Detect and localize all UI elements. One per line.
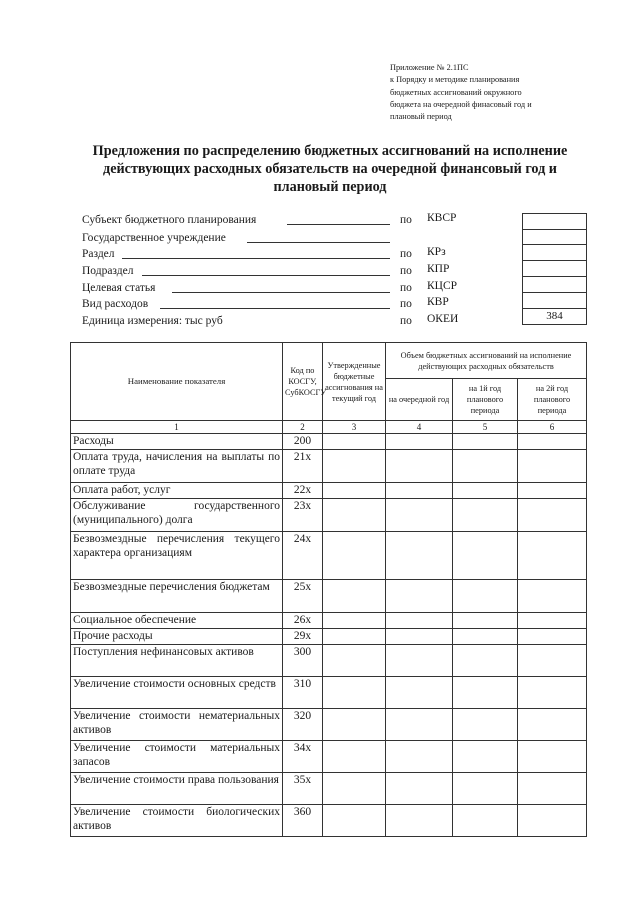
column-number: 2 (283, 421, 323, 434)
row-code: 21х (283, 449, 323, 482)
value-cell[interactable] (518, 804, 587, 836)
value-cell[interactable] (386, 449, 453, 482)
po-label: по (400, 265, 412, 277)
header-plan-1: на 1й год планового периода (453, 379, 518, 421)
value-cell[interactable] (323, 482, 386, 498)
meta-label: Подраздел (82, 265, 134, 277)
column-number: 4 (386, 421, 453, 434)
code-label: КЦСР (427, 280, 458, 292)
row-code: 22х (283, 482, 323, 498)
value-cell[interactable] (453, 644, 518, 676)
table-row (71, 531, 587, 579)
meta-input-line[interactable] (172, 280, 390, 293)
code-box-kvr[interactable] (522, 293, 587, 309)
value-cell[interactable] (323, 740, 386, 772)
row-name: Увеличение стоимости права пользования (71, 772, 283, 804)
appendix-line: к Порядку и методике планирования (390, 75, 520, 85)
value-cell[interactable] (518, 740, 587, 772)
code-label: ОКЕИ (427, 313, 459, 325)
meta-input-line[interactable] (142, 263, 390, 276)
row-name: Обслуживание государственного (муниципального) долга (71, 498, 283, 531)
value-cell[interactable] (386, 612, 453, 628)
meta-label: Целевая статья (82, 282, 156, 294)
value-cell[interactable] (518, 498, 587, 531)
meta-input-line[interactable] (122, 246, 390, 259)
table-row (71, 498, 587, 531)
value-cell[interactable] (453, 804, 518, 836)
value-cell[interactable] (453, 612, 518, 628)
code-box-institution[interactable] (522, 229, 587, 245)
row-name: Увеличение стоимости нематериальных активов (71, 708, 283, 740)
code-box-krz[interactable] (522, 245, 587, 261)
code-box-kvsr[interactable] (522, 213, 587, 230)
value-cell[interactable] (323, 498, 386, 531)
title-line: Предложения по распределению бюджетных ассигнований на исполнение (92, 143, 568, 159)
value-cell[interactable] (323, 676, 386, 708)
value-cell[interactable] (386, 434, 453, 450)
row-code: 320 (283, 708, 323, 740)
title-line: плановый период (273, 179, 387, 195)
value-cell[interactable] (323, 804, 386, 836)
po-label: по (400, 315, 412, 327)
table-row (71, 612, 587, 628)
row-code: 200 (283, 434, 323, 450)
value-cell[interactable] (386, 740, 453, 772)
value-cell[interactable] (323, 531, 386, 579)
budget-table (70, 342, 587, 837)
row-name: Расходы (71, 434, 283, 450)
meta-input-line[interactable] (247, 230, 390, 243)
value-cell[interactable] (386, 804, 453, 836)
value-cell[interactable] (386, 628, 453, 644)
meta-label: Субъект бюджетного планирования (82, 214, 257, 226)
row-code: 360 (283, 804, 323, 836)
table-row (71, 644, 587, 676)
value-cell[interactable] (323, 772, 386, 804)
meta-input-line[interactable] (160, 296, 390, 309)
code-label: КРз (427, 246, 446, 258)
value-cell[interactable] (386, 644, 453, 676)
table-row (71, 676, 587, 708)
value-cell[interactable] (386, 531, 453, 579)
value-cell[interactable] (453, 708, 518, 740)
row-name: Увеличение стоимости основных средств (71, 676, 283, 708)
value-cell[interactable] (386, 676, 453, 708)
table-row (71, 579, 587, 612)
document-title (70, 142, 590, 196)
value-cell[interactable] (453, 772, 518, 804)
meta-label: Единица измерения: тыс руб (82, 315, 223, 327)
value-cell[interactable] (518, 708, 587, 740)
value-cell[interactable] (518, 676, 587, 708)
value-cell[interactable] (518, 628, 587, 644)
value-cell[interactable] (518, 434, 587, 450)
value-cell[interactable] (453, 628, 518, 644)
column-number: 5 (453, 421, 518, 434)
row-code: 24х (283, 531, 323, 579)
row-name: Увеличение стоимости материальных запасов (71, 740, 283, 772)
code-label: КВР (427, 296, 449, 308)
value-cell[interactable] (518, 644, 587, 676)
value-cell[interactable] (453, 449, 518, 482)
po-label: по (400, 248, 412, 260)
table-row (71, 628, 587, 644)
row-code: 23х (283, 498, 323, 531)
row-code: 25х (283, 579, 323, 612)
row-code: 34х (283, 740, 323, 772)
value-cell[interactable] (518, 612, 587, 628)
header-next-year: на очередной год (386, 379, 453, 421)
table-row (71, 482, 587, 498)
appendix-line: бюджета на очередной финасовый год и (390, 99, 532, 109)
value-cell[interactable] (453, 482, 518, 498)
value-cell[interactable] (386, 498, 453, 531)
value-cell[interactable] (518, 772, 587, 804)
header-volume: Объем бюджетных ассигнований на исполнение действующих расходных обязательств (386, 343, 587, 379)
row-code: 310 (283, 676, 323, 708)
row-name: Увеличение стоимости биологических активов (71, 804, 283, 836)
row-code: 35х (283, 772, 323, 804)
appendix-line: бюджетных ассигнований окружного (390, 87, 522, 97)
table-row (71, 434, 587, 450)
table-row (71, 740, 587, 772)
value-cell[interactable] (323, 628, 386, 644)
code-label: КВСР (427, 212, 457, 224)
meta-input-line[interactable] (287, 212, 390, 225)
row-name: Безвозмездные перечисления текущего характера организациям (71, 531, 283, 579)
meta-label: Раздел (82, 248, 115, 260)
row-name: Социальное обеспечение (71, 612, 283, 628)
value-cell[interactable] (323, 708, 386, 740)
row-name: Оплата работ, услуг (71, 482, 283, 498)
value-cell[interactable] (453, 676, 518, 708)
row-name: Поступления нефинансовых активов (71, 644, 283, 676)
table-row (71, 772, 587, 804)
appendix-line: Приложение № 2.1ПС (390, 63, 469, 72)
value-cell[interactable] (323, 579, 386, 612)
code-box-okei[interactable]: 384 (522, 309, 587, 325)
header-plan-2: на 2й год планового периода (518, 379, 587, 421)
code-box-kpr[interactable] (522, 261, 587, 277)
value-cell[interactable] (453, 434, 518, 450)
value-cell[interactable] (323, 449, 386, 482)
value-cell[interactable] (386, 708, 453, 740)
value-cell[interactable] (518, 579, 587, 612)
meta-label: Государственное учреждение (82, 232, 226, 244)
header-approved: Утвержденные бюджетные ассигнования на текущий год (323, 343, 386, 421)
row-name: Оплата труда, начисления на выплаты по оплате труда (71, 449, 283, 482)
value-cell[interactable] (518, 531, 587, 579)
header-name: Наименование показателя (71, 343, 283, 421)
value-cell[interactable] (386, 482, 453, 498)
column-number: 3 (323, 421, 386, 434)
table-row (71, 708, 587, 740)
po-label: по (400, 282, 412, 294)
value-cell[interactable] (453, 740, 518, 772)
column-number: 6 (518, 421, 587, 434)
value-cell[interactable] (386, 579, 453, 612)
appendix-line: плановый период (390, 112, 452, 122)
row-name: Прочие расходы (71, 628, 283, 644)
row-code: 26х (283, 612, 323, 628)
po-label: по (400, 298, 412, 310)
code-box-kcsr[interactable] (522, 277, 587, 293)
value-cell[interactable] (323, 644, 386, 676)
value-cell[interactable] (453, 531, 518, 579)
value-cell[interactable] (386, 772, 453, 804)
meta-label: Вид расходов (82, 298, 149, 310)
title-line: действующих расходных обязательств на очередной финансовый год и (103, 161, 557, 177)
column-number: 1 (71, 421, 283, 434)
table-row (71, 804, 587, 836)
value-cell[interactable] (453, 579, 518, 612)
row-code: 29х (283, 628, 323, 644)
table-row (71, 449, 587, 482)
value-cell[interactable] (323, 434, 386, 450)
code-label: КПР (427, 263, 450, 275)
value-cell[interactable] (453, 498, 518, 531)
row-name: Безвозмездные перечисления бюджетам (71, 579, 283, 612)
value-cell[interactable] (518, 449, 587, 482)
po-label: по (400, 214, 412, 226)
appendix-note (390, 62, 620, 123)
header-code: Код по КОСГУ, СубКОСГУ (283, 343, 323, 421)
row-code: 300 (283, 644, 323, 676)
value-cell[interactable] (323, 612, 386, 628)
value-cell[interactable] (518, 482, 587, 498)
